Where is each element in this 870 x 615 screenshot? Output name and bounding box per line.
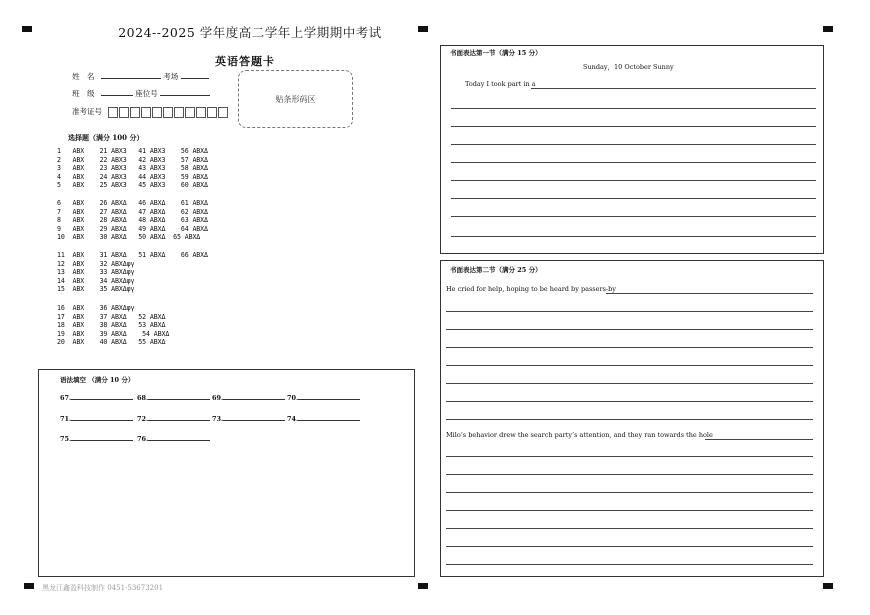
name-row (72, 71, 209, 82)
item-number: 75. (60, 435, 72, 443)
writing-line[interactable] (446, 329, 813, 330)
barcode-label: 贴条形码区 (275, 94, 316, 104)
class-label: 班 级 (72, 89, 95, 98)
exam-id-box[interactable] (163, 107, 173, 118)
mc-row[interactable]: 6 ABX 26 ABXΔ 46 ABXΔ 61 ABXΔ (57, 199, 208, 207)
exam-id-box[interactable] (218, 107, 228, 118)
mc-row[interactable]: 18 ABX 38 ABXΔ 53 ABXΔ (57, 321, 166, 329)
mc-row[interactable]: 2 ABX 22 ABX3 42 ABX3 57 ABXΔ (57, 155, 208, 164)
mc-row[interactable]: 17 ABX 37 ABXΔ 52 ABXΔ (57, 312, 166, 321)
exam-id-box[interactable] (108, 107, 118, 118)
writing-line[interactable] (451, 216, 816, 217)
mc-row[interactable]: 4 ABX 24 ABX3 44 ABX3 59 ABXΔ (57, 172, 208, 181)
mc-row[interactable]: 9 ABX 29 ABXΔ 49 ABXΔ 64 ABXΔ (57, 224, 208, 233)
item-number: 73. (212, 415, 224, 423)
exam-id-box[interactable] (141, 107, 151, 118)
writing-part2-prompt1: He cried for help, hoping to be heard by passers-by (446, 285, 616, 293)
barcode-area (238, 70, 353, 128)
writing-line[interactable] (446, 401, 813, 402)
writing-line[interactable] (446, 528, 813, 529)
grammar-fill-heading: 语法填空 （满分 10 分） (60, 376, 135, 384)
name-label: 姓 名 (72, 72, 95, 81)
exam-id-box[interactable] (152, 107, 162, 118)
answer-line[interactable] (223, 393, 285, 400)
alignment-mark (823, 583, 833, 589)
mc-row[interactable]: 1 ABX 21 ABX3 41 ABX3 56 ABXΔ (57, 147, 208, 155)
mc-row[interactable]: 8 ABX 28 ABXΔ 48 ABXΔ 63 ABXΔ (57, 216, 208, 224)
blank-69[interactable] (212, 393, 285, 402)
exam-room-label: 考场 (163, 72, 179, 81)
item-number: 70. (287, 394, 299, 402)
mc-row[interactable]: 15 ABX 35 ABXΔφγ (57, 285, 135, 293)
exam-id-box[interactable] (207, 107, 217, 118)
mc-row[interactable]: 11 ABX 31 ABXΔ 51 ABXΔ 66 ABXΔ (57, 251, 208, 259)
writing-line[interactable] (446, 419, 813, 420)
name-field[interactable] (101, 71, 161, 79)
writing-line[interactable] (446, 365, 813, 366)
class-field[interactable] (101, 88, 133, 96)
writing-part1-section (440, 45, 824, 254)
exam-id-box[interactable] (119, 107, 129, 118)
writing-part1-heading: 书面表达第一节（满分 15 分） (450, 49, 542, 57)
mc-row[interactable]: 16 ABX 36 ABXΔφγ (57, 304, 135, 312)
writing-line[interactable] (451, 144, 816, 145)
class-row (72, 88, 210, 99)
multiple-choice-heading: 选择题（满分 100 分） (68, 133, 144, 142)
exam-room-field[interactable] (181, 71, 209, 79)
footer-credit: 黑龙江鑫盈科技制作 0451-53673201 (42, 584, 164, 592)
exam-id-boxes[interactable] (107, 107, 228, 116)
writing-line[interactable] (451, 198, 816, 199)
answer-line[interactable] (148, 434, 210, 441)
writing-line[interactable] (446, 311, 813, 312)
mc-row[interactable]: 20 ABX 40 ABXΔ 55 ABXΔ (57, 338, 166, 346)
answer-line[interactable] (298, 414, 360, 421)
blank-75[interactable] (60, 434, 133, 443)
answer-line[interactable] (298, 393, 360, 400)
mc-row[interactable]: 14 ABX 34 ABXΔφγ (57, 276, 135, 285)
exam-id-box[interactable] (196, 107, 206, 118)
writing-line[interactable] (451, 180, 816, 181)
writing-line[interactable] (446, 347, 813, 348)
blank-67[interactable] (60, 393, 133, 402)
item-number: 74. (287, 415, 299, 423)
item-number: 76. (137, 435, 149, 443)
blank-74[interactable] (287, 414, 360, 423)
mc-row[interactable]: 7 ABX 27 ABXΔ 47 ABXΔ 62 ABXΔ (57, 207, 208, 216)
item-number: 69. (212, 394, 224, 402)
blank-72[interactable] (137, 414, 210, 423)
alignment-mark (823, 26, 833, 32)
writing-line[interactable] (446, 510, 813, 511)
mc-row[interactable]: 12 ABX 32 ABXΔφγ (57, 259, 135, 268)
exam-id-row (72, 106, 228, 118)
mc-row[interactable]: 5 ABX 25 ABX3 45 ABX3 60 ABXΔ (57, 181, 208, 189)
exam-id-box[interactable] (185, 107, 195, 118)
writing-line[interactable] (446, 474, 813, 475)
writing-part1-prompt: Today I took part in a (465, 80, 536, 88)
answer-line[interactable] (148, 393, 210, 400)
blank-71[interactable] (60, 414, 133, 423)
exam-id-box[interactable] (174, 107, 184, 118)
writing-line[interactable] (446, 456, 813, 457)
writing-line[interactable] (446, 492, 813, 493)
blank-68[interactable] (137, 393, 210, 402)
answer-line[interactable] (71, 414, 133, 421)
writing-line[interactable] (446, 383, 813, 384)
seat-label: 座位号 (135, 89, 158, 98)
page-title: 2024--2025 学年度高二学年上学期期中考试 (118, 25, 382, 40)
alignment-mark (24, 583, 34, 589)
writing-part2-heading: 书面表达第二节（满分 25 分） (450, 266, 542, 274)
writing-line[interactable] (446, 564, 813, 565)
writing-line[interactable] (446, 546, 813, 547)
diary-date-line: Sunday，10 October Sunny (583, 63, 674, 71)
writing-part2-prompt2: Milo’s behavior drew the search party’s attention, and they ran towards the hole (446, 431, 713, 439)
answer-sheet-title: 英语答题卡 (215, 55, 275, 68)
seat-field[interactable] (160, 88, 210, 96)
exam-id-box[interactable] (130, 107, 140, 118)
blank-70[interactable] (287, 393, 360, 402)
writing-line[interactable] (451, 236, 816, 237)
answer-line[interactable] (71, 393, 133, 400)
writing-line[interactable] (531, 88, 816, 89)
answer-line[interactable] (71, 434, 133, 441)
writing-line[interactable] (451, 108, 816, 109)
writing-line[interactable] (451, 126, 816, 127)
alignment-mark (418, 583, 428, 589)
mc-row[interactable]: 10 ABX 30 ABXΔ 50 ABXΔ 65 ABXΔ (57, 233, 201, 241)
answer-line[interactable] (223, 414, 285, 421)
writing-line[interactable] (606, 293, 813, 294)
blank-73[interactable] (212, 414, 285, 423)
mc-row[interactable]: 19 ABX 39 ABXΔ 54 ABXΔ (57, 329, 170, 338)
mc-row[interactable]: 13 ABX 33 ABXΔφγ (57, 268, 135, 276)
grammar-fill-section (38, 369, 415, 577)
exam-id-label: 准考证号 (72, 107, 102, 116)
answer-line[interactable] (148, 414, 210, 421)
item-number: 67. (60, 394, 72, 402)
blank-76[interactable] (137, 434, 210, 443)
writing-line[interactable] (705, 439, 813, 440)
item-number: 71. (60, 415, 72, 423)
item-number: 68. (137, 394, 149, 402)
mc-row[interactable]: 3 ABX 23 ABX3 43 ABX3 58 ABXΔ (57, 164, 208, 172)
writing-line[interactable] (451, 162, 816, 163)
item-number: 72. (137, 415, 149, 423)
writing-part2-section (440, 260, 824, 577)
